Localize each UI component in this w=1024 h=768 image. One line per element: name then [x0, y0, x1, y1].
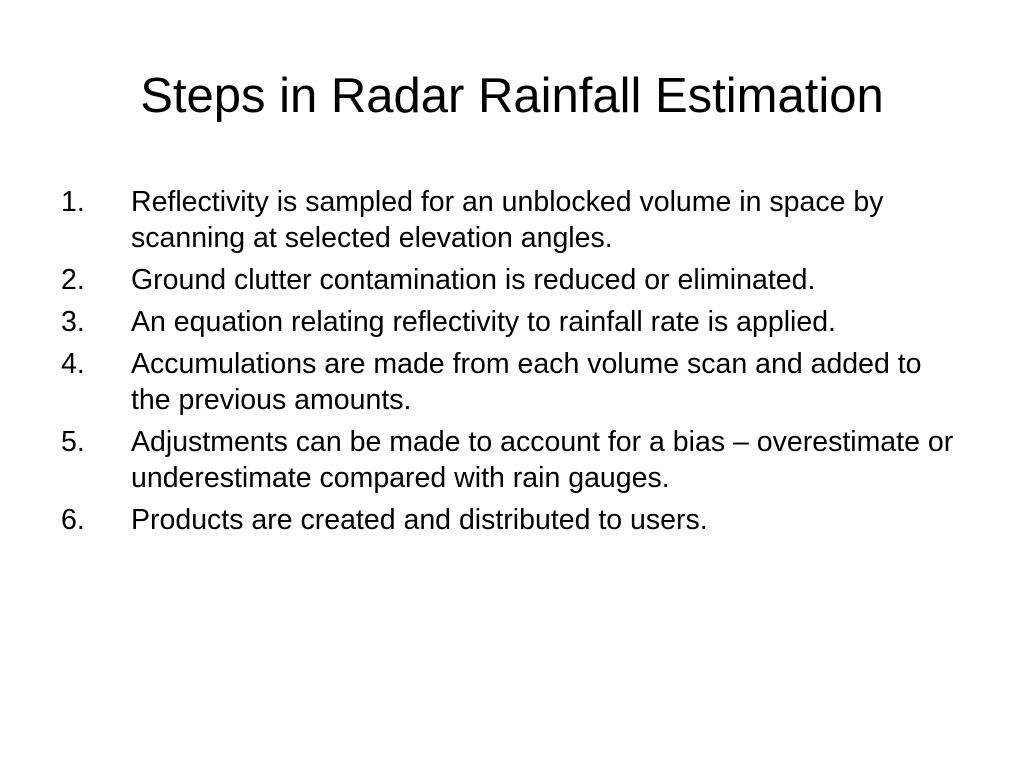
- list-item: [61, 184, 961, 256]
- step-text: An equation relating reflectivity to rainfall rate is applied.: [131, 306, 836, 338]
- list-item: [61, 262, 961, 298]
- step-number: 3.: [61, 306, 85, 338]
- step-text: Adjustments can be made to account for a bias – overestimate or underestimate compared with rain gauges.: [131, 426, 954, 494]
- step-number: 4.: [61, 348, 85, 380]
- list-item: [61, 502, 961, 538]
- list-item: [61, 424, 961, 496]
- slide-title: Steps in Radar Rainfall Estimation: [140, 69, 884, 123]
- step-text: Accumulations are made from each volume scan and added to the previous amounts.: [131, 348, 922, 416]
- list-item: [61, 346, 961, 418]
- step-number: 1.: [61, 186, 85, 218]
- step-text: Products are created and distributed to users.: [131, 504, 708, 536]
- step-text: Reflectivity is sampled for an unblocked volume in space by scanning at selected elevation angles.: [131, 186, 884, 254]
- step-text: Ground clutter contamination is reduced or eliminated.: [131, 264, 816, 296]
- steps-list: [61, 184, 961, 544]
- list-item: [61, 304, 961, 340]
- step-number: 2.: [61, 264, 85, 296]
- step-number: 5.: [61, 426, 85, 458]
- step-number: 6.: [61, 504, 85, 536]
